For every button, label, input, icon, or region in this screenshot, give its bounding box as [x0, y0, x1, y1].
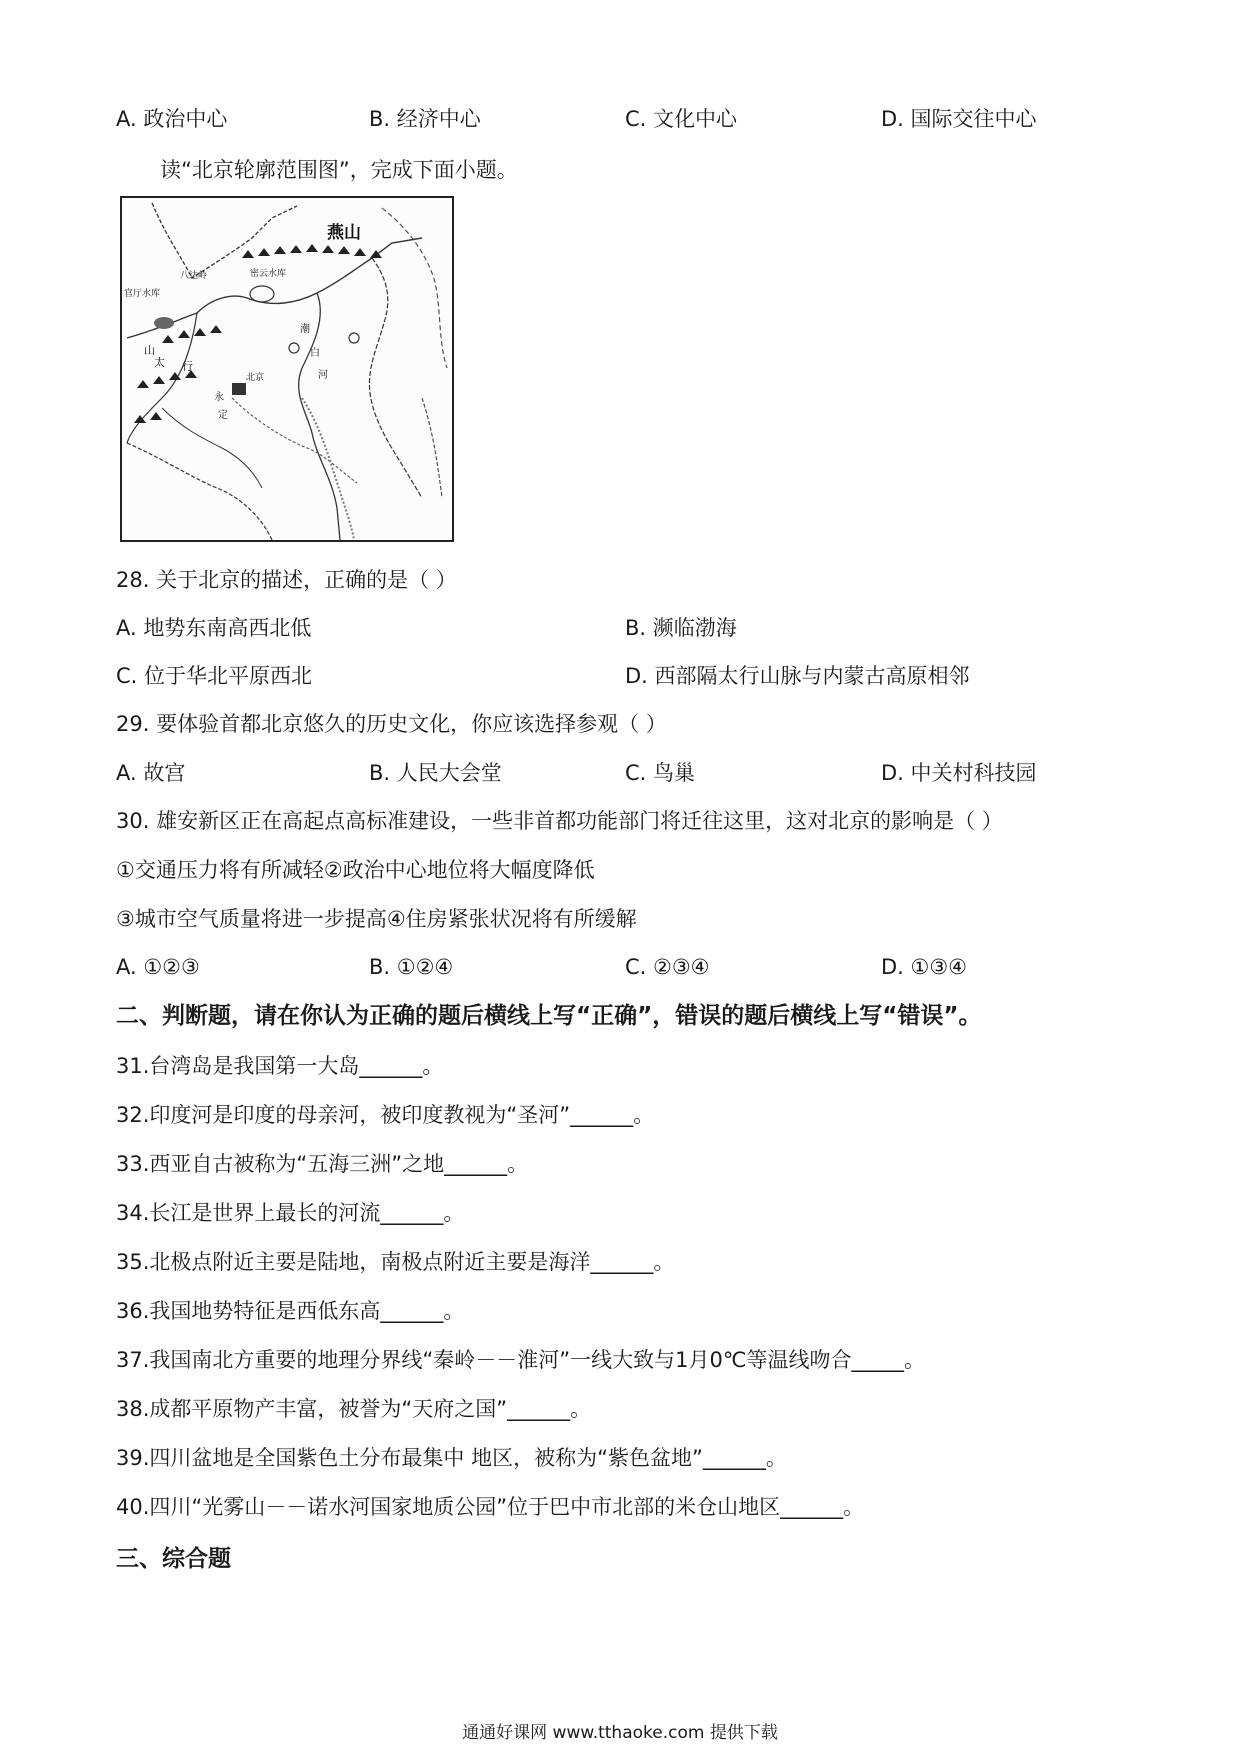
q28-option-d: D. 西部隔太行山脉与内蒙古高原相邻	[625, 664, 970, 688]
q29-option-a: A. 故宫	[116, 761, 186, 785]
judge-item-34: 34.长江是世界上最长的河流______。	[116, 1201, 465, 1225]
judge-item-39: 39.四川盆地是全国紫色土分布最集中 地区，被称为“紫色盆地”______。	[116, 1446, 787, 1470]
label-he: 河	[318, 370, 328, 381]
q30-option-a: A. ①②③	[116, 955, 200, 979]
label-ding: 定	[218, 410, 228, 421]
judge-item-33: 33.西亚自古被称为“五海三洲”之地______。	[116, 1152, 529, 1176]
map-intro: 读“北京轮廓范围图”，完成下面小题。	[160, 158, 518, 182]
label-tai: 太	[154, 356, 165, 369]
q29-option-b: B. 人民大会堂	[369, 761, 502, 785]
q29-option-d: D. 中关村科技园	[881, 761, 1037, 785]
label-badaling: 八达岭	[180, 271, 208, 281]
label-miyun: 密云水库	[250, 269, 287, 279]
q27-option-d: D. 国际交往中心	[881, 107, 1037, 131]
q29-stem: 29. 要体验首都北京悠久的历史文化，你应该选择参观（ ）	[116, 712, 667, 736]
q30-option-c: C. ②③④	[625, 955, 710, 979]
label-bai: 白	[310, 348, 320, 359]
section-judge-heading: 二、判断题，请在你认为正确的题后横线上写“正确”，错误的题后横线上写“错误”。	[116, 1003, 982, 1029]
judge-item-35: 35.北极点附近主要是陆地，南极点附近主要是海洋______。	[116, 1250, 675, 1274]
label-yanshan: 燕山	[327, 223, 361, 243]
q30-option-d: D. ①③④	[881, 955, 967, 979]
q30-statement-line1: ①交通压力将有所减轻②政治中心地位将大幅度降低	[116, 858, 595, 882]
section-comprehensive-heading: 三、综合题	[116, 1546, 231, 1572]
label-beijing: 北京	[246, 373, 265, 383]
q28-option-c: C. 位于华北平原西北	[116, 664, 313, 688]
label-guanting: 官厅水库	[124, 289, 161, 299]
q27-option-c: C. 文化中心	[625, 107, 738, 131]
label-shan: 山	[144, 344, 155, 357]
label-chao: 潮	[300, 324, 310, 335]
q28-option-b: B. 濒临渤海	[625, 616, 737, 640]
label-yong: 永	[214, 392, 224, 403]
label-xing: 行	[182, 360, 193, 373]
beijing-outline-map	[120, 196, 454, 542]
footer-source: 通通好课网 www.tthaoke.com 提供下载	[462, 1723, 778, 1743]
judge-item-36: 36.我国地势特征是西低东高______。	[116, 1299, 465, 1323]
q29-option-c: C. 鸟巢	[625, 761, 696, 785]
q28-stem: 28. 关于北京的描述，正确的是（ ）	[116, 568, 457, 592]
q27-option-a: A. 政治中心	[116, 107, 228, 131]
q30-option-b: B. ①②④	[369, 955, 454, 979]
q28-option-a: A. 地势东南高西北低	[116, 616, 312, 640]
judge-item-32: 32.印度河是印度的母亲河，被印度教视为“圣河”______。	[116, 1103, 655, 1127]
judge-item-37: 37.我国南北方重要的地理分界线“秦岭－－淮河”一线大致与1月0℃等温线吻合_____。	[116, 1348, 925, 1372]
judge-item-40: 40.四川“光雾山－－诺水河国家地质公园”位于巴中市北部的米仓山地区______。	[116, 1495, 865, 1519]
q27-option-b: B. 经济中心	[369, 107, 481, 131]
q30-stem: 30. 雄安新区正在高起点高标准建设，一些非首都功能部门将迁往这里，这对北京的影响是（ ）	[116, 809, 1003, 833]
judge-item-31: 31.台湾岛是我国第一大岛______。	[116, 1054, 444, 1078]
judge-item-38: 38.成都平原物产丰富，被誉为“天府之国”______。	[116, 1397, 592, 1421]
q30-statement-line2: ③城市空气质量将进一步提高④住房紧张状况将有所缓解	[116, 907, 637, 931]
